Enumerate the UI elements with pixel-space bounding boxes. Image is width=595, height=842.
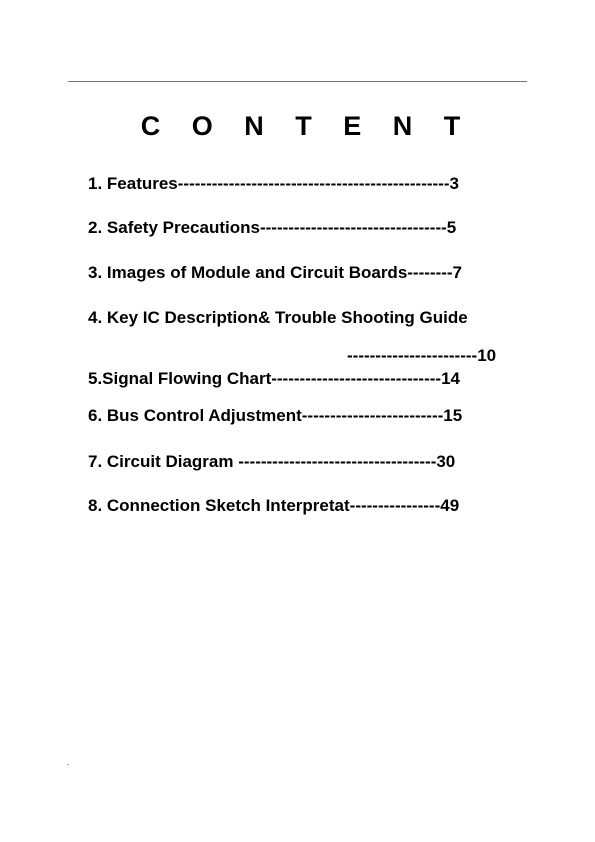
toc-entry-circuit-diagram: 7. Circuit Diagram -----------------------------------30 (88, 452, 456, 471)
toc-entry-bus-control-adjustment: 6. Bus Control Adjustment-------------------------15 (88, 406, 463, 425)
footer-mark: - (67, 762, 70, 769)
toc-entry-key-ic-description: 4. Key IC Description& Trouble Shooting Guide (88, 308, 468, 327)
header-rule (68, 81, 527, 82)
toc-entry-safety-precautions: 2. Safety Precautions---------------------------------5 (88, 218, 457, 237)
toc-entry-connection-sketch: 8. Connection Sketch Interpretat----------------49 (88, 496, 460, 515)
toc-entry-signal-flowing-chart: 5.Signal Flowing Chart------------------------------14 (88, 369, 460, 388)
toc-entry-key-ic-description-page: -----------------------10 (347, 346, 497, 365)
page-title: C O N T E N T (140, 111, 473, 141)
toc-entry-features: 1. Features------------------------------------------------3 (88, 174, 459, 193)
toc-entry-images-of-module: 3. Images of Module and Circuit Boards--------7 (88, 263, 463, 282)
